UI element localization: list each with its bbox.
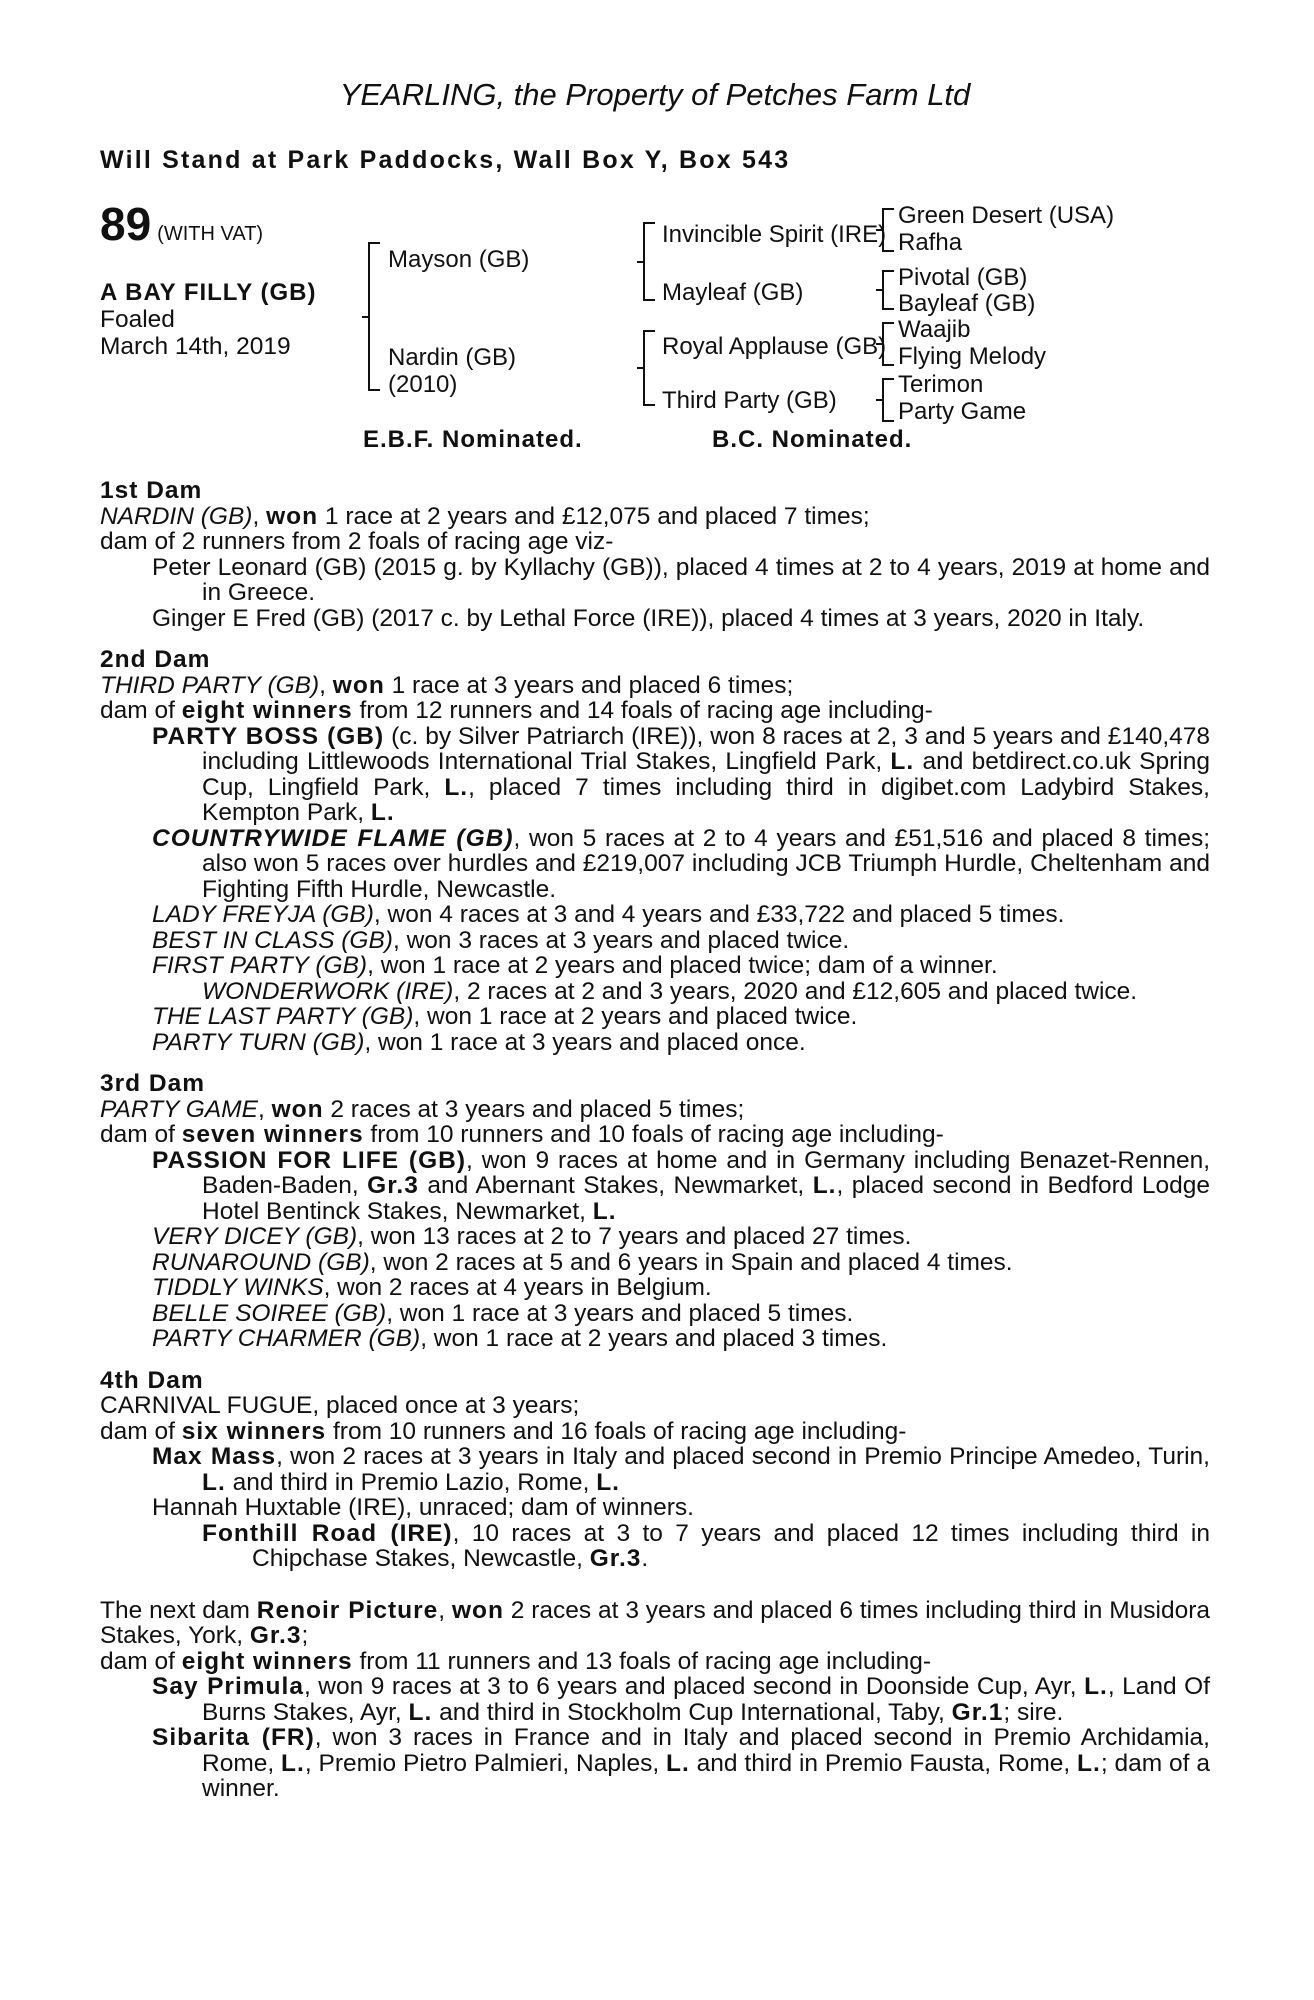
pedigree-ssd: Rafha [898,229,963,256]
pedigree-brace-g1 [882,208,894,252]
third-dam-offspring-1: PASSION FOR LIFE (GB), won 9 races at home and in Germany including Benazet-Rennen, Baden-Baden, Gr.3 and Abernant Stakes, Newmarket, L., placed second in Bedford Lodge Hotel Bentinck Stakes, Newmarket, L. [152,1146,1210,1225]
next-dam-offspring-1: Say Primula, won 9 races at 3 to 6 years and placed second in Doonside Cup, Ayr, L., Land Of Burns Stakes, Ayr, L. and third in Stockholm Cup International, Taby, Gr.1; sire. [152,1673,1211,1726]
next-dam-line: The next dam Renoir Picture, won 2 races at 3 years and placed 6 times including third in Musidora Stakes, York, Gr.3; [100,1596,1210,1649]
foaled-info [100,306,291,360]
pedigree-dam-year: (2010) [388,371,458,398]
third-dam-offspring-6: PARTY CHARMER (GB), won 1 race at 2 years and placed 3 times. [152,1325,888,1352]
pedigree-dds: Terimon [898,371,984,398]
pedigree-brace-dam [643,330,655,406]
pedigree-dsd: Flying Melody [898,343,1047,370]
second-dam-grand-offspring: WONDERWORK (IRE), 2 races at 2 and 3 years, 2020 and £12,605 and placed twice. [202,977,1138,1005]
pedigree-dss: Waajib [898,316,971,343]
second-dam-title: 2nd Dam [100,646,211,673]
fourth-dam-title: 4th Dam [100,1366,204,1394]
bc-nominated: B.C. Nominated. [712,426,913,453]
ebf-nominated: E.B.F. Nominated. [363,426,583,453]
next-dam-produce: dam of eight winners from 11 runners and 13 foals of racing age including- [100,1647,931,1675]
lot-vat: (WITH VAT) [157,223,264,245]
horse-name: A BAY FILLY (GB) [100,279,317,306]
third-dam-line: PARTY GAME, won 2 races at 3 years and placed 5 times; [100,1095,745,1123]
second-dam-offspring-5: FIRST PARTY (GB), won 1 race at 2 years and placed twice; dam of a winner. [152,952,998,979]
second-dam-offspring-4: BEST IN CLASS (GB), won 3 races at 3 years and placed twice. [152,926,850,954]
pedigree-ddd: Party Game [898,398,1027,425]
first-dam-offspring-1: Peter Leonard (GB) (2015 g. by Kyllachy (GB)), placed 4 times at 2 to 4 years, 2019 at home and in Greece. [152,553,1210,606]
foaled-label: Foaled [100,306,175,333]
second-dam-offspring-7: PARTY TURN (GB), won 1 race at 3 years and placed once. [152,1028,806,1056]
second-dam-section [100,647,1210,1055]
second-dam-line: THIRD PARTY (GB), won 1 race at 3 years and placed 6 times; [100,671,794,699]
second-dam-produce: dam of eight winners from 12 runners and 14 foals of racing age including- [100,697,933,724]
pedigree-sire-dam: Mayleaf (GB) [662,279,804,306]
page-title: YEARLING, the Property of Petches Farm Ltd [339,77,971,112]
stand-location: Will Stand at Park Paddocks, Wall Box Y, Box 543 [100,146,791,174]
pedigree-brace-g4 [882,378,894,422]
second-dam-offspring-1: PARTY BOSS (GB) (c. by Silver Patriarch (IRE)), won 8 races at 2, 3 and 5 years and £140,478 including Littlewoods International Trial Stakes, Lingfield Park, L. and betdirect.co.uk Spring Cup, Lingfield Park, L., placed 7 times including third in digibet.com Ladybird Stakes, Kempton Park, L. [152,722,1211,826]
second-dam-offspring-3: LADY FREYJA (GB), won 4 races at 3 and 4 years and £33,722 and placed 5 times. [152,901,1065,928]
pedigree-dam-dam: Third Party (GB) [662,387,837,414]
first-dam-line: NARDIN (GB), won 1 race at 2 years and £12,075 and placed 7 times; [100,502,870,530]
pedigree-sds: Pivotal (GB) [898,264,1028,291]
third-dam-produce: dam of seven winners from 10 runners and 10 foals of racing age including- [100,1121,944,1148]
first-dam-title: 1st Dam [100,477,203,504]
pedigree-brace-sire [643,222,655,301]
pedigree-brace-g2 [882,270,894,310]
fourth-dam-offspring-1: Max Mass, won 2 races at 3 years in Italy and placed second in Premio Principe Amedeo, Turin, L. and third in Premio Lazio, Rome, L. [152,1443,1210,1496]
pedigree-dam-sire: Royal Applause (GB) [662,333,887,360]
fourth-dam-section [100,1368,1210,1572]
next-dam-section [100,1598,1210,1802]
pedigree-sire: Mayson (GB) [388,246,530,273]
third-dam-offspring-2: VERY DICEY (GB), won 13 races at 2 to 7 years and placed 27 times. [152,1223,912,1250]
pedigree-sire-sire: Invincible Spirit (IRE) [662,221,887,248]
catalogue-body [100,478,1210,1802]
fourth-dam-offspring-2: Hannah Huxtable (IRE), unraced; dam of winners. [152,1494,694,1521]
pedigree-brace-g3 [882,322,894,366]
fourth-dam-line: CARNIVAL FUGUE, placed once at 3 years; [100,1392,580,1419]
first-dam-section [100,478,1210,631]
pedigree-sss: Green Desert (USA) [898,202,1115,229]
fourth-dam-produce: dam of six winners from 10 runners and 16 foals of racing age including- [100,1417,907,1445]
third-dam-offspring-5: BELLE SOIREE (GB), won 1 race at 3 years and placed 5 times. [152,1299,854,1327]
second-dam-offspring-6: THE LAST PARTY (GB), won 1 race at 2 years and placed twice. [152,1003,858,1030]
first-dam-offspring-2: Ginger E Fred (GB) (2017 c. by Lethal Force (IRE)), placed 4 times at 3 years, 2020 in Italy. [152,604,1145,632]
next-dam-offspring-2: Sibarita (FR), won 3 races in France and in Italy and placed second in Premio Archidamia, Rome, L., Premio Pietro Palmieri, Naples, L. and third in Premio Fausta, Rome, L.; dam of a winner. [152,1724,1210,1802]
lot-number-block [100,198,264,250]
second-dam-offspring-2: COUNTRYWIDE FLAME (GB), won 5 races at 2 to 4 years and £51,516 and placed 8 times; also won 5 races over hurdles and £219,007 including JCB Triumph Hurdle, Cheltenham and Fighting Fifth Hurdle, Newcastle. [152,824,1211,903]
third-dam-section [100,1071,1210,1352]
foaled-date: March 14th, 2019 [100,333,291,360]
pedigree-brace-main [368,242,380,391]
first-dam-produce: dam of 2 runners from 2 foals of racing age viz- [100,528,614,555]
pedigree-sdd: Bayleaf (GB) [898,290,1036,317]
lot-number: 89 [100,198,152,250]
third-dam-title: 3rd Dam [100,1070,206,1097]
fourth-dam-grand-offspring: Fonthill Road (IRE), 10 races at 3 to 7 years and placed 12 times including third in Chipchase Stakes, Newcastle, Gr.3. [202,1519,1211,1572]
pedigree-dam: Nardin (GB) [388,344,517,371]
third-dam-offspring-4: TIDDLY WINKS, won 2 races at 4 years in Belgium. [152,1274,712,1301]
third-dam-offspring-3: RUNAROUND (GB), won 2 races at 5 and 6 years in Spain and placed 4 times. [152,1248,1013,1276]
